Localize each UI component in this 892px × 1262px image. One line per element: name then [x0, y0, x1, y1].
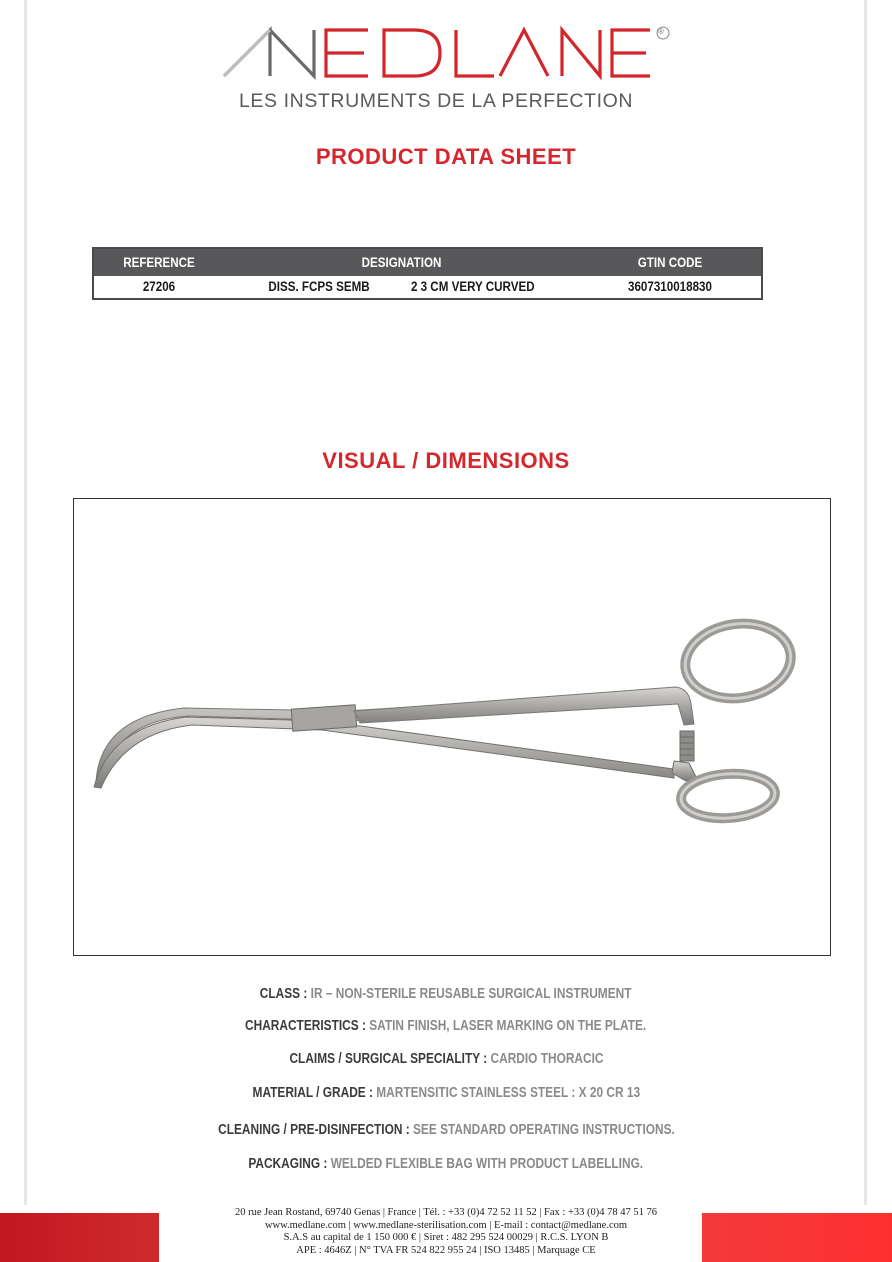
reference-value: 27206 — [142, 279, 176, 294]
header-reference: REFERENCE — [123, 255, 195, 270]
footer-legal: S.A.S au capital de 1 150 000 € | Siret : 482 295 524 00029 | R.C.S. LYON B — [283, 1232, 609, 1243]
designation-part1: DISS. FCPS SEMB — [268, 279, 370, 294]
reference-table-header — [94, 249, 761, 276]
medlane-wordmark-icon — [218, 24, 678, 86]
footer-registration: APE : 4646Z | N° TVA FR 524 822 955 24 | ISO 13485 | Marquage CE — [296, 1244, 596, 1256]
footer-company-info — [0, 1207, 892, 1257]
footer-address: 20 rue Jean Rostand, 69740 Genas | France | Tél. : +33 (0)4 72 52 11 52 | Fax : +33 (0)4 78 47 51 76 — [234, 1207, 658, 1218]
table-row — [94, 276, 761, 298]
spec-characteristics: CHARACTERISTICS : SATIN FINISH, LASER MARKING ON THE PLATE. — [245, 1018, 647, 1034]
spec-material: MATERIAL / GRADE : MARTENSITIC STAINLESS STEEL : X 20 CR 13 — [252, 1085, 640, 1101]
product-visual-frame — [73, 498, 831, 956]
gtin-value: 3607310018830 — [628, 279, 712, 294]
product-data-sheet-title: PRODUCT DATA SHEET — [315, 144, 577, 169]
spec-cleaning: CLEANING / PRE-DISINFECTION : SEE STANDARD OPERATING INSTRUCTIONS. — [217, 1122, 675, 1138]
reference-table — [92, 247, 763, 300]
header-designation: DESIGNATION — [361, 255, 442, 270]
footer-web-links: www.medlane.com | www.medlane-sterilisation.com | E-mail : contact@medlane.com — [264, 1219, 628, 1231]
visual-dimensions-title: VISUAL / DIMENSIONS — [322, 448, 570, 473]
spec-claims: CLAIMS / SURGICAL SPECIALITY : CARDIO THORACIC — [288, 1051, 604, 1067]
designation-part2: 2 3 CM VERY CURVED — [410, 279, 535, 294]
brand-tagline: LES INSTRUMENTS DE LA PERFECTION — [238, 90, 634, 112]
designation-value — [249, 276, 554, 298]
registered-mark: ® — [658, 27, 664, 36]
header-gtin: GTIN CODE — [637, 255, 703, 270]
spec-packaging: PACKAGING : WELDED FLEXIBLE BAG WITH PRODUCT LABELLING. — [248, 1156, 644, 1172]
dissecting-forceps-icon — [74, 499, 829, 954]
medlane-logo — [218, 24, 678, 114]
spec-class: CLASS : IR – NON-STERILE REUSABLE SURGICAL INSTRUMENT — [260, 986, 632, 1002]
